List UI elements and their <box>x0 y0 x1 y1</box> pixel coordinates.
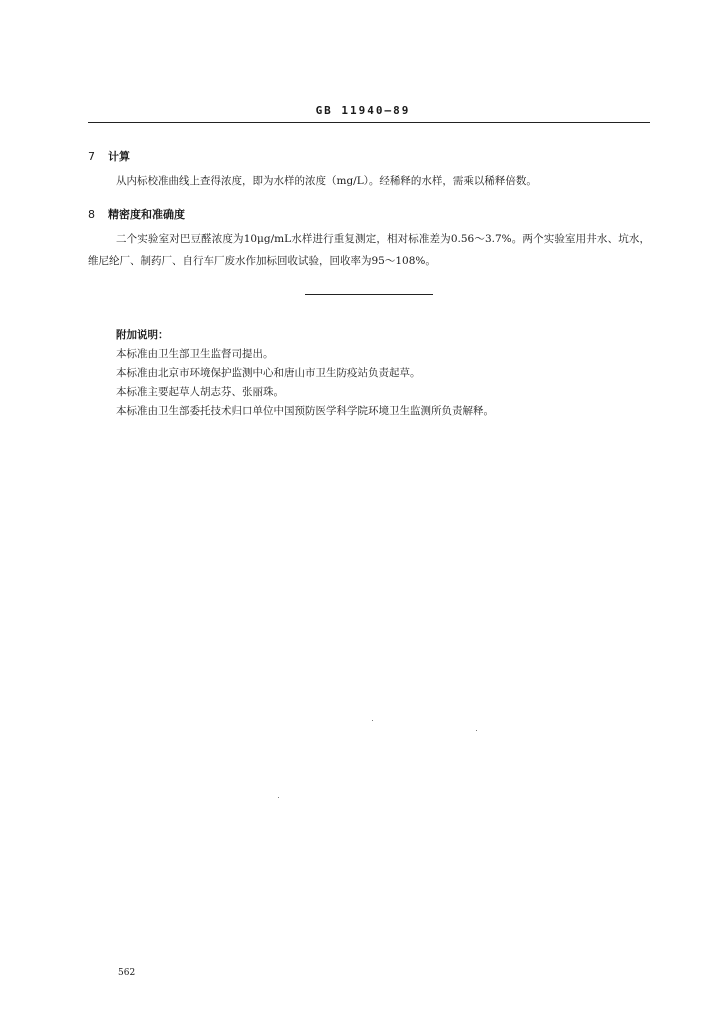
header-divider <box>88 122 650 123</box>
note-line: 本标准主要起草人胡志芬、张丽珠。 <box>116 386 284 398</box>
note-line: 本标准由卫生部卫生监督司提出。 <box>116 348 274 360</box>
scan-speck <box>372 720 373 721</box>
section-8-title: 精密度和准确度 <box>108 208 185 221</box>
note-line: 本标准由北京市环境保护监测中心和唐山市卫生防疫站负责起草。 <box>116 367 421 379</box>
section-8-paragraph: 二个实验室对巴豆醛浓度为10μg/mL水样进行重复测定，相对标准差为0.56～3.7%。两个实验室用井水、坑水，维尼纶厂、制药厂、自行车厂废水作加标回收试验，回收率为95～108%。 <box>88 233 650 267</box>
section-7-title: 计算 <box>108 150 130 163</box>
section-separator <box>305 294 433 295</box>
scan-speck <box>278 797 279 798</box>
additional-notes <box>116 326 494 421</box>
standard-code-header: GB 11940—89 <box>315 104 411 117</box>
note-line: 本标准由卫生部委托技术归口单位中国预防医学科学院环境卫生监测所负责解释。 <box>116 405 494 417</box>
scan-speck <box>476 730 477 731</box>
section-8-heading <box>88 206 185 222</box>
section-7-heading <box>88 148 130 164</box>
section-7-paragraph: 从内标校准曲线上查得浓度，即为水样的浓度（mg/L）。经稀释的水样，需乘以稀释倍数。 <box>116 175 537 187</box>
section-8-number: 8 <box>88 208 95 221</box>
page-number: 562 <box>118 968 136 978</box>
notes-title: 附加说明： <box>116 329 169 341</box>
section-7-number: 7 <box>88 150 95 163</box>
